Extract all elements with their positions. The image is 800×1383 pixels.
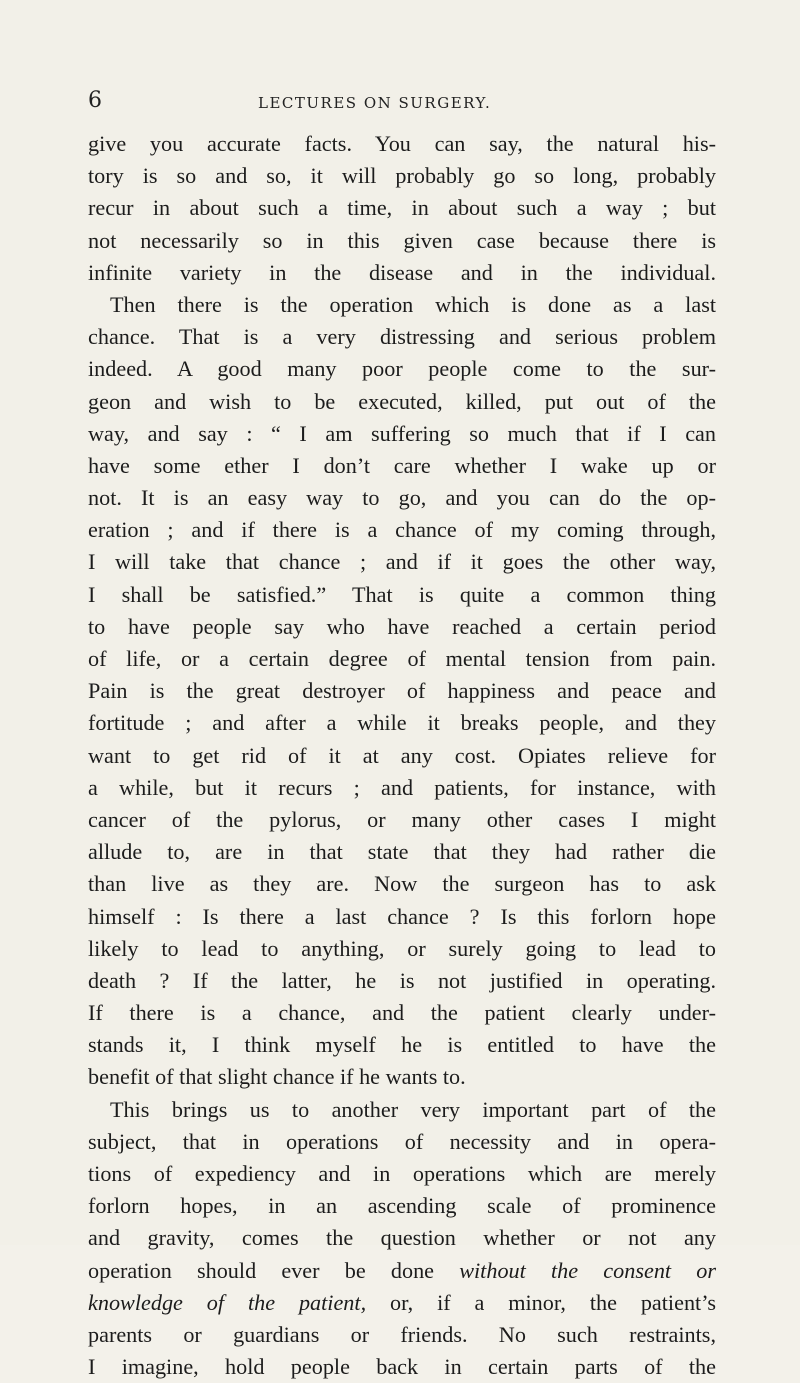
text-line: I imagine, hold people back in certain parts of the	[88, 1354, 716, 1380]
text-line: a while, but it recurs ; and patients, for instance, with	[88, 774, 716, 800]
text-line: This brings us to another very important part of the	[110, 1096, 716, 1122]
text-line: give you accurate facts. You can say, the natural his-	[88, 131, 716, 156]
text-line: way, and say : “ I am suffering so much that if I can	[88, 420, 716, 446]
text-line: parents or guardians or friends. No such restraints,	[88, 1321, 716, 1347]
page-header	[88, 86, 728, 116]
text-line: benefit of that slight chance if he wants to.	[88, 1064, 466, 1090]
text-line: himself : Is there a last chance ? Is this forlorn hope	[88, 903, 716, 929]
text-line: fortitude ; and after a while it breaks people, and they	[88, 710, 716, 736]
text-line	[88, 1287, 716, 1319]
line-text: or, if a minor, the patient’s	[366, 1289, 716, 1315]
text-line: Pain is the great destroyer of happiness and peace and	[88, 678, 716, 704]
text-line: forlorn hopes, in an ascending scale of prominence	[88, 1193, 716, 1219]
italic-text: without the consent or	[459, 1257, 716, 1283]
text-line: allude to, are in that state that they had rather die	[88, 839, 716, 865]
text-line: subject, that in operations of necessity and in opera-	[88, 1128, 716, 1154]
text-line: cancer of the pylorus, or many other cases I might	[88, 806, 716, 832]
text-line: want to get rid of it at any cost. Opiates relieve for	[88, 742, 716, 768]
text-line: not. It is an easy way to go, and you can do the op-	[88, 485, 716, 511]
text-line: death ? If the latter, he is not justified in operating.	[88, 967, 716, 993]
page-number: 6	[88, 88, 102, 113]
text-line: If there is a chance, and the patient clearly under-	[88, 1000, 716, 1026]
text-line: have some ether I don’t care whether I wake up or	[88, 452, 716, 478]
body-text	[88, 128, 716, 1383]
text-line: I will take that chance ; and if it goes the other way,	[88, 549, 716, 575]
text-line: not necessarily so in this given case because there is	[88, 227, 716, 253]
running-head: LECTURES ON SURGERY.	[258, 94, 492, 112]
text-line: Then there is the operation which is done as a last	[110, 291, 716, 317]
text-line: eration ; and if there is a chance of my coming through,	[88, 517, 716, 543]
text-line: than live as they are. Now the surgeon has to ask	[88, 871, 716, 897]
text-line: tions of expediency and in operations which are merely	[88, 1161, 716, 1186]
text-line: tory is so and so, it will probably go so long, probably	[88, 163, 716, 189]
text-line: geon and wish to be executed, killed, put out of the	[88, 388, 716, 414]
text-line: of life, or a certain degree of mental tension from pain.	[88, 646, 716, 671]
text-line: I shall be satisfied.” That is quite a common thing	[88, 581, 716, 607]
text-line: stands it, I think myself he is entitled to have the	[88, 1032, 716, 1058]
text-line: chance. That is a very distressing and serious problem	[88, 324, 716, 350]
text-line: to have people say who have reached a certain period	[88, 613, 716, 639]
text-line	[88, 1255, 716, 1287]
text-line: likely to lead to anything, or surely going to lead to	[88, 935, 716, 961]
text-line: and gravity, comes the question whether or not any	[88, 1225, 716, 1251]
text-line: recur in about such a time, in about such a way ; but	[88, 195, 716, 221]
text-line: indeed. A good many poor people come to the sur-	[88, 356, 716, 382]
text-line: infinite variety in the disease and in the individual.	[88, 259, 716, 285]
italic-text: knowledge of the patient,	[88, 1289, 367, 1315]
line-text: operation should ever be done	[88, 1257, 460, 1283]
